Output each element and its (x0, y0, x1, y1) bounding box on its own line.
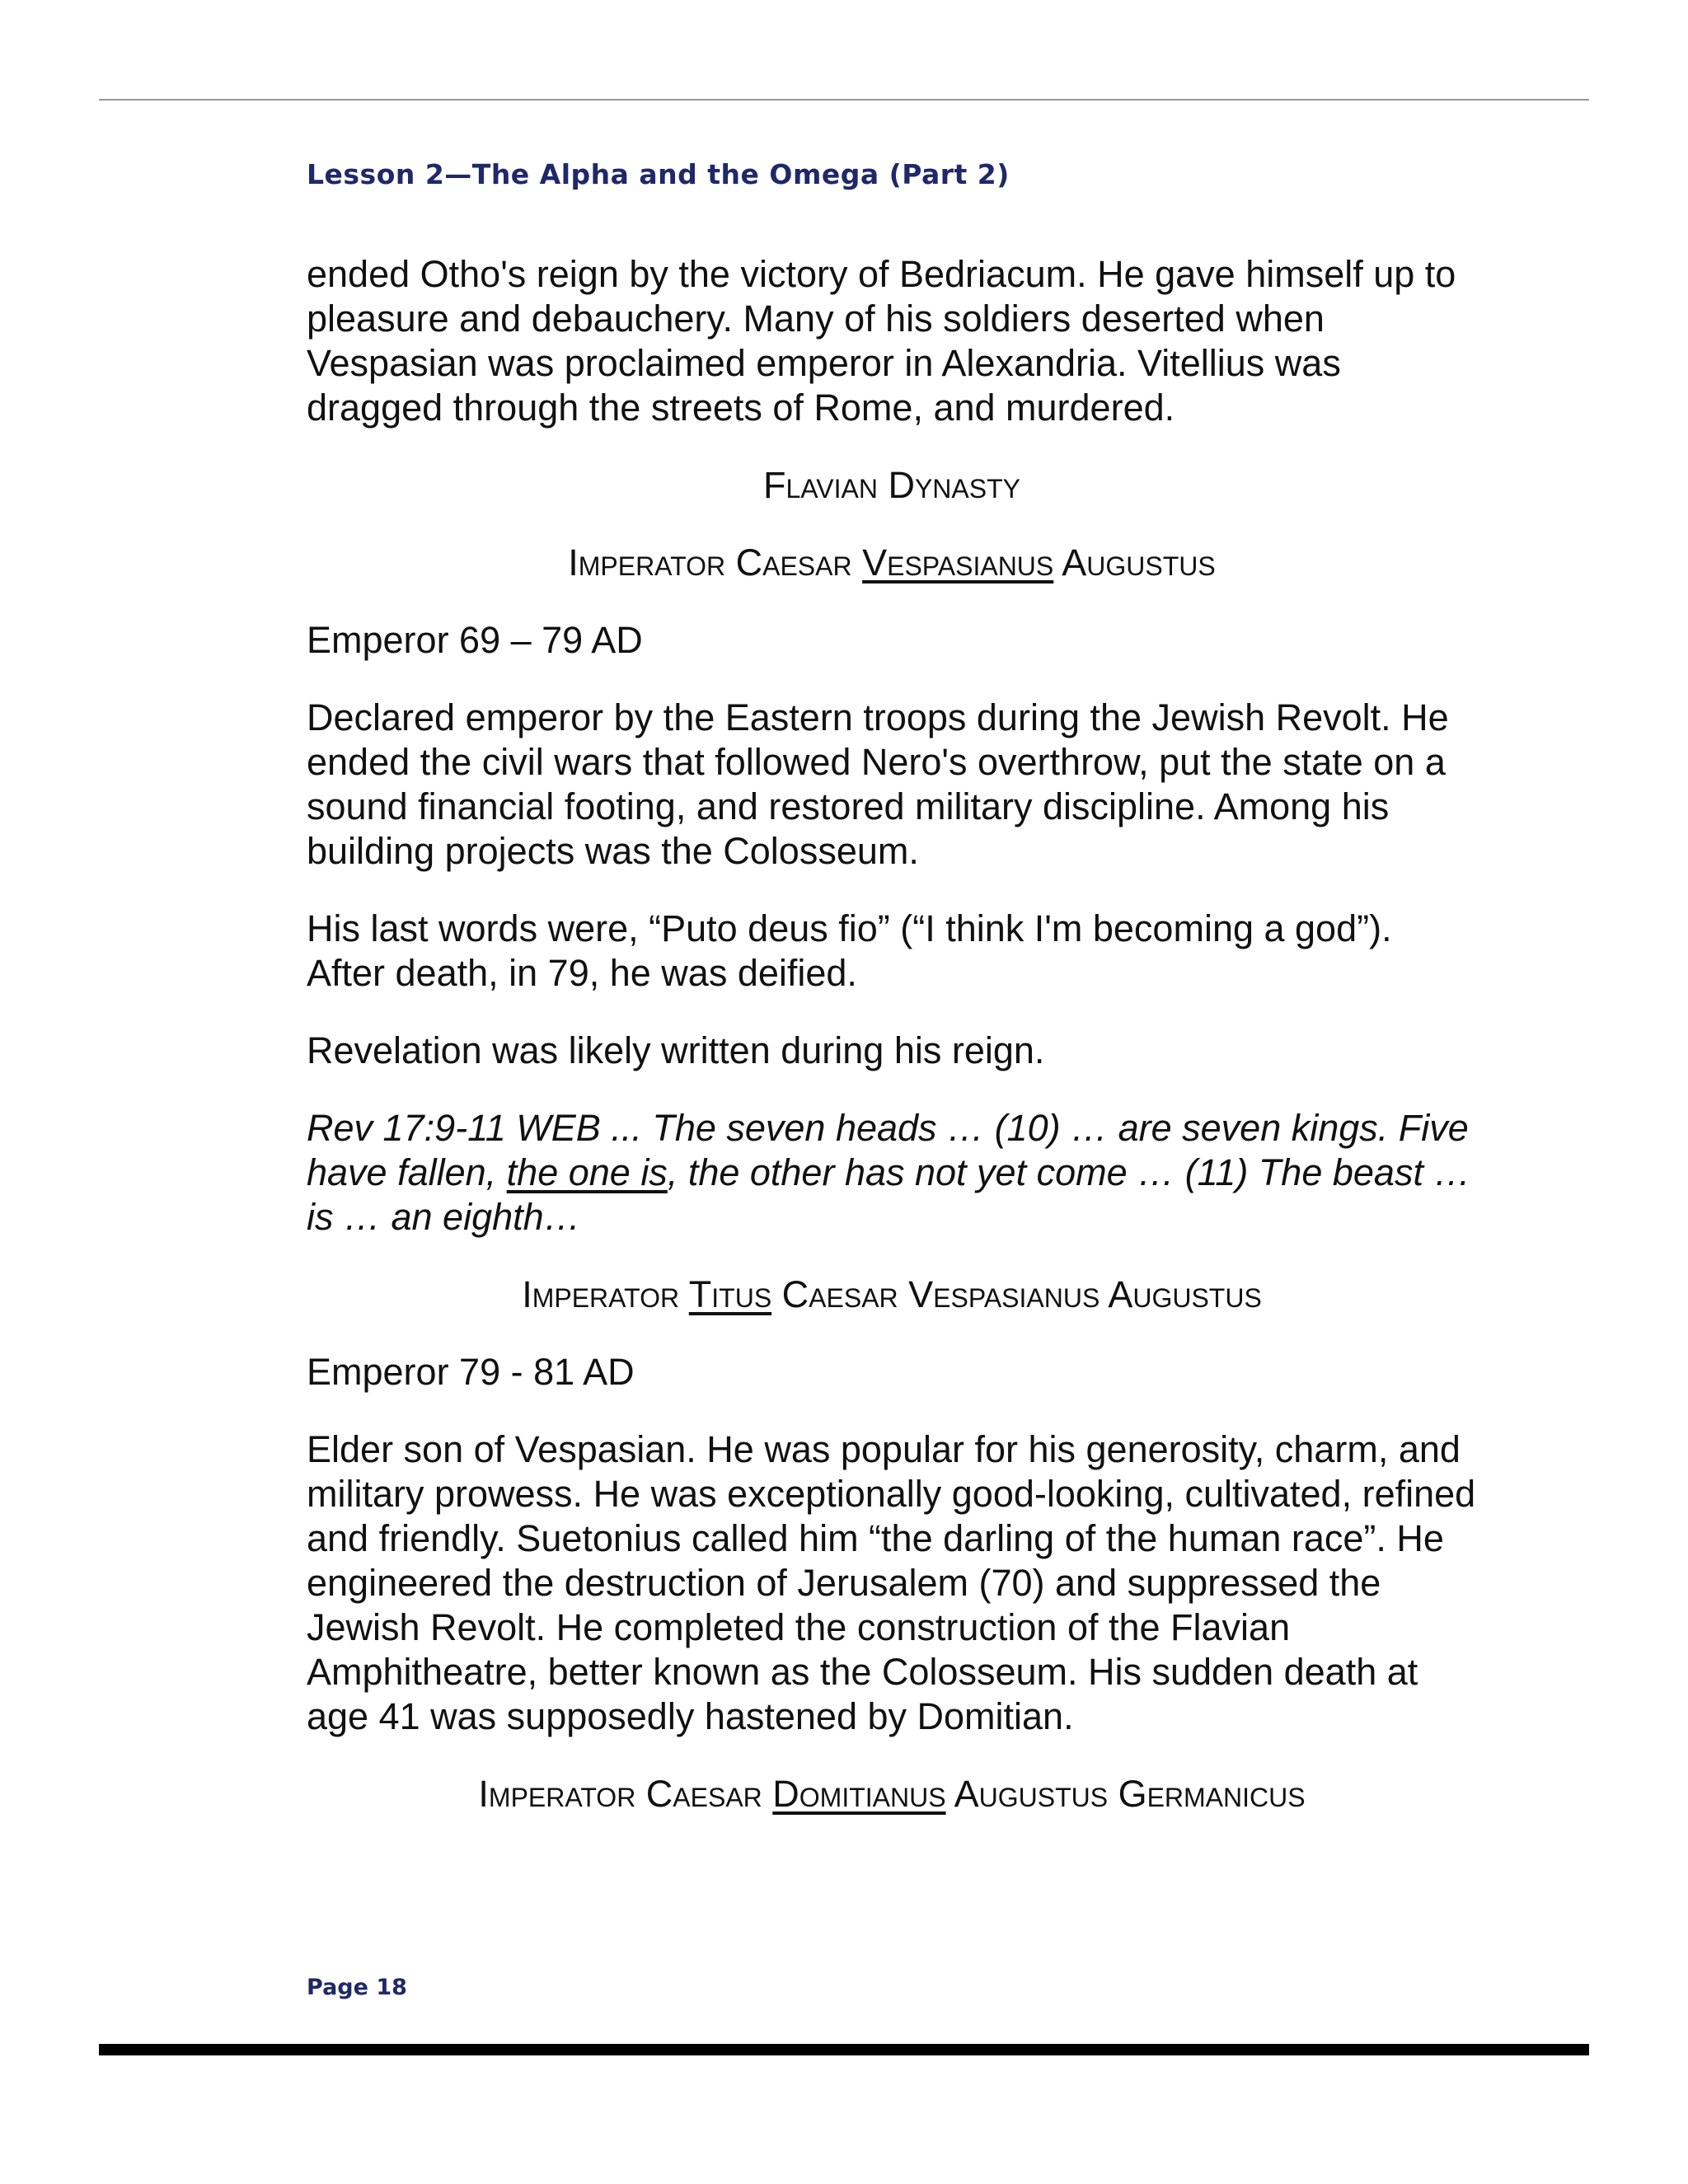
vespasian-name-pre: Imperator Caesar (568, 541, 863, 583)
page-content (307, 252, 1477, 1849)
domitian-name-pre: Imperator Caesar (478, 1773, 773, 1815)
header-rule (99, 99, 1589, 101)
vespasian-paragraph-1: Declared emperor by the Eastern troops during the Jewish Revolt. He ended the civil wars that followed Nero's overthrow, put the state on a sound financial footing, and restored military discipline. Among his building projects was the Colosseum. (307, 696, 1449, 872)
titus-name-underlined: Titus (688, 1273, 772, 1315)
vespasian-name-underlined: Vespasianus (862, 541, 1054, 583)
quote-underlined: the one is (506, 1151, 668, 1193)
scripture-quote (307, 1106, 1477, 1240)
quote-pre: Rev 17:9-11 WEB ... The seven heads … (10) … are seven kings. Five have fallen, (307, 1107, 1469, 1193)
vespasian-name-post: Augustus (1053, 541, 1216, 583)
vespasian-paragraph-2: His last words were, “Puto deus fio” (“I think I'm becoming a god”). After death, in 79, he was deified. (307, 907, 1392, 994)
vespasian-paragraph-3: Revelation was likely written during his reign. (307, 1029, 1045, 1071)
titus-reign: Emperor 79 - 81 AD (307, 1351, 635, 1393)
titus-name-post: Caesar Vespasianus Augustus (771, 1273, 1262, 1315)
domitian-name-underlined: Domitianus (772, 1773, 946, 1815)
page-number: Page 18 (307, 1975, 407, 2000)
titus-heading (307, 1272, 1477, 1317)
quote-post: , the other has not yet come … (11) The beast … is … an eighth… (307, 1151, 1471, 1238)
titus-name-pre: Imperator (522, 1273, 689, 1315)
domitian-name-post: Augustus Germanicus (945, 1773, 1306, 1815)
paragraph-vitellius: ended Otho's reign by the victory of Bedriacum. He gave himself up to pleasure and debauchery. Many of his soldiers deserted when Vespasian was proclaimed emperor in Alexandria. Vitellius was dragged through the streets of Rome, and murdered. (307, 253, 1456, 429)
titus-paragraph-1: Elder son of Vespasian. He was popular for his generosity, charm, and military prowess. He was exceptionally good-looking, cultivated, refined and friendly. Suetonius called him “the darling of the human race”. He engineered the destruction of Jerusalem (70) and suppressed the Jewish Revolt. He completed the construction of the Flavian Amphitheatre, better known as the Colosseum. His sudden death at age 41 was supposedly hastened by Domitian. (307, 1428, 1476, 1737)
dynasty-heading: Flavian Dynasty (763, 464, 1020, 506)
vespasian-reign: Emperor 69 – 79 AD (307, 619, 643, 661)
domitian-heading (307, 1772, 1477, 1816)
footer-rule (99, 2044, 1589, 2055)
running-header: Lesson 2—The Alpha and the Omega (Part 2) (307, 158, 1010, 190)
vespasian-heading (307, 541, 1477, 585)
